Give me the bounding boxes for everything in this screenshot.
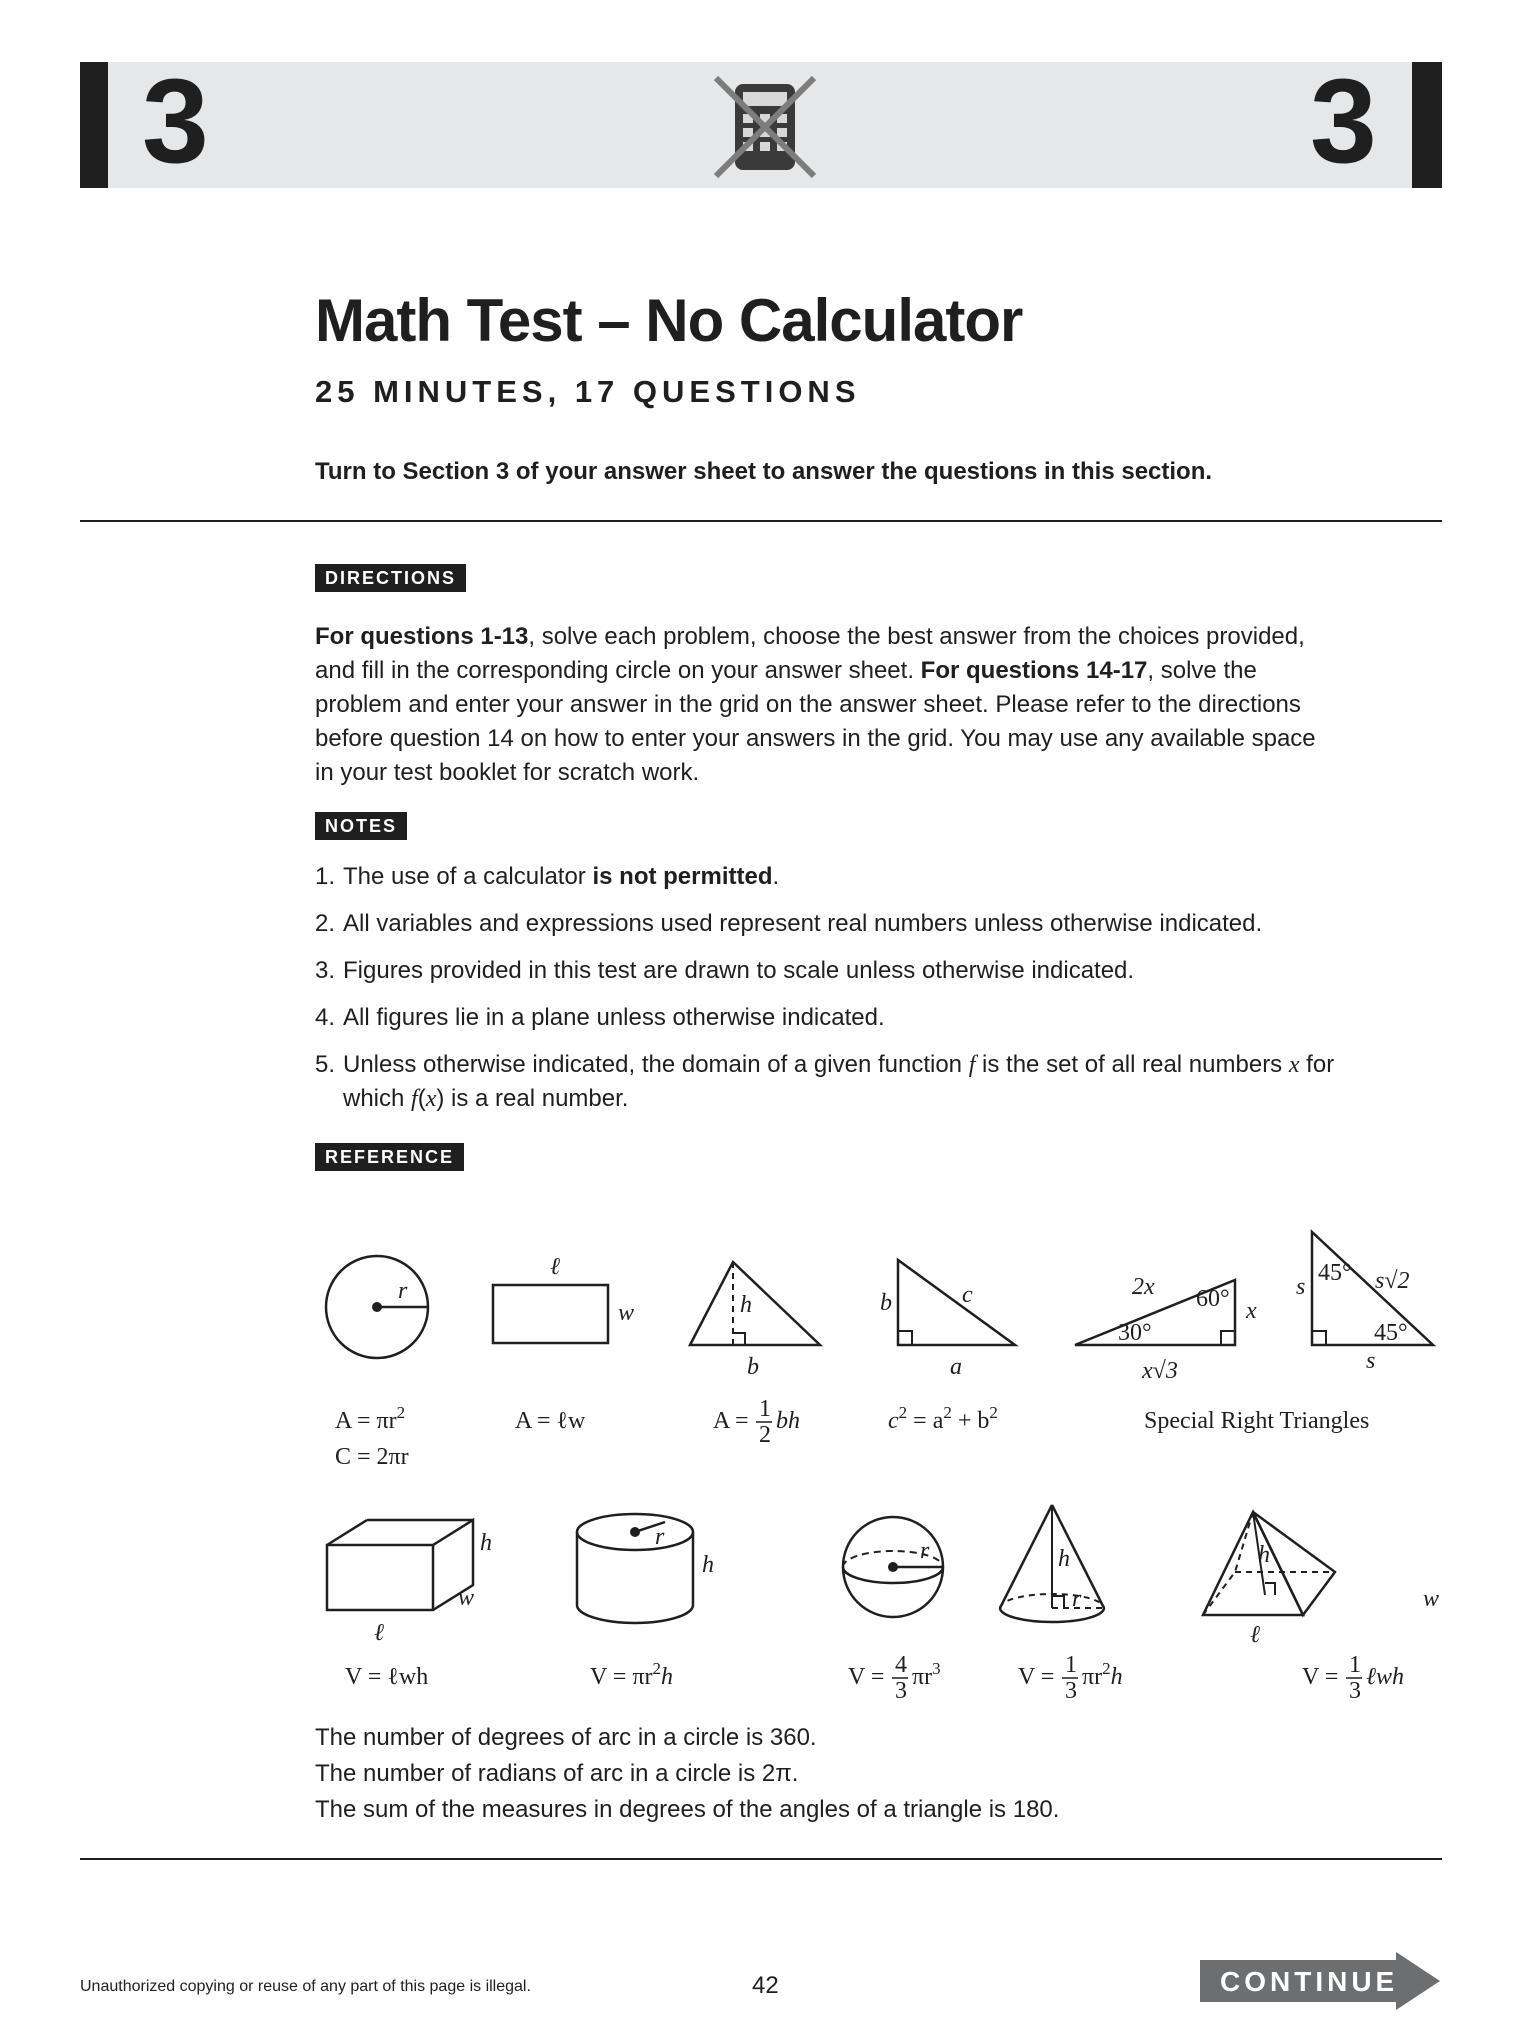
note-item xyxy=(315,954,1395,988)
rectangle-area-formula: A = ℓw xyxy=(515,1408,586,1434)
triangle-area-prefix: A = xyxy=(713,1408,749,1434)
special-45-left-leg-label: s xyxy=(1296,1274,1306,1300)
fact-line: The sum of the measures in degrees of the angles of a triangle is 180. xyxy=(315,1796,1060,1823)
note-number: 2. xyxy=(315,910,336,937)
banner-left-bar xyxy=(80,62,108,188)
note-item xyxy=(315,1048,1395,1116)
note-text: All variables and expressions used represent real numbers unless otherwise indicated. xyxy=(343,910,1263,937)
note-text: Unless otherwise indicated, the domain of a given function xyxy=(343,1051,969,1078)
special-45-top-angle-label: 45° xyxy=(1318,1260,1352,1286)
note-item xyxy=(315,1001,1395,1035)
right-triangle-hypotenuse-label: c xyxy=(962,1282,973,1308)
cone-volume-prefix: V = xyxy=(1018,1664,1055,1690)
special-45-bottom-angle-label: 45° xyxy=(1374,1320,1408,1346)
special-30-angle-30-label: 30° xyxy=(1118,1320,1152,1346)
box-height-label: h xyxy=(480,1530,492,1556)
special-45-bottom-leg-label: s xyxy=(1366,1348,1376,1374)
sphere-fraction-denominator: 3 xyxy=(895,1678,907,1704)
circle-area-text: A = πr xyxy=(335,1408,397,1434)
pythagorean-exponent: 2 xyxy=(898,1403,908,1422)
reference-figures xyxy=(310,1210,1450,1710)
banner-right-bar xyxy=(1412,62,1442,188)
triangle-height-label: h xyxy=(740,1292,752,1318)
special-30-long-leg-label: x√3 xyxy=(1142,1358,1178,1384)
reference-facts xyxy=(315,1720,1059,1828)
box-length-label: ℓ xyxy=(374,1620,384,1646)
section-number-left: 3 xyxy=(142,54,207,188)
special-30-hypotenuse-label: 2x xyxy=(1132,1274,1155,1300)
note-text: The use of a calculator xyxy=(343,863,593,890)
sphere-volume-exponent: 3 xyxy=(932,1659,941,1678)
pythagorean-c: c xyxy=(888,1408,899,1434)
rectangle-width-label: w xyxy=(618,1300,635,1326)
note-number: 3. xyxy=(315,957,336,984)
directions-label: DIRECTIONS xyxy=(315,564,466,592)
pythagorean-b: + b xyxy=(951,1408,990,1434)
note-var-f: f xyxy=(411,1086,418,1112)
right-triangle-leg-a-label: a xyxy=(950,1354,962,1380)
directions-bold-2: For questions 14-17 xyxy=(920,657,1148,684)
note-item xyxy=(315,860,1395,894)
sphere-volume-prefix: V = xyxy=(848,1664,885,1690)
directions-bold-1: For questions 1-13 xyxy=(315,623,529,650)
continue-arrow xyxy=(1200,1952,1440,2010)
pyramid-fraction-numerator: 1 xyxy=(1349,1652,1361,1678)
instruction-text: Turn to Section 3 of your answer sheet to answer the questions in this section. xyxy=(315,458,1213,485)
pyramid-width-label: w xyxy=(1423,1586,1440,1612)
note-text: is the set of all real numbers xyxy=(975,1051,1289,1078)
divider-bottom xyxy=(80,1858,1442,1860)
pyramid-length-label: ℓ xyxy=(1250,1622,1260,1648)
pyramid-height-label: h xyxy=(1258,1542,1270,1568)
directions-text xyxy=(315,620,1335,790)
circle-area-formula xyxy=(335,1403,405,1434)
sphere-volume-suffix xyxy=(912,1659,941,1690)
page-number: 42 xyxy=(752,1972,779,1999)
note-text-end: . xyxy=(772,863,780,890)
note-number: 5. xyxy=(315,1051,336,1078)
cylinder-volume-text: V = πr xyxy=(590,1664,653,1690)
page-title: Math Test – No Calculator xyxy=(315,287,1023,354)
pythagorean-formula xyxy=(888,1403,998,1434)
continue-label: CONTINUE xyxy=(1220,1966,1399,1997)
note-number: 1. xyxy=(315,863,336,890)
special-right-triangles-caption: Special Right Triangles xyxy=(1144,1408,1370,1434)
cone-radius-label: r xyxy=(1072,1586,1082,1612)
cylinder-radius-label: r xyxy=(655,1524,665,1550)
pythagorean-exponent: 2 xyxy=(989,1403,998,1422)
copyright-notice: Unauthorized copying or reuse of any part of this page is illegal. xyxy=(80,1978,531,1995)
cone-fraction-denominator: 3 xyxy=(1065,1678,1077,1704)
directions-text-1: , solve each problem, choose the best answer from the choices provided, and fill in the corresponding circle on your answer sheet. xyxy=(315,623,1305,684)
circle-circumference-formula: C = 2πr xyxy=(335,1444,409,1470)
pyramid-fraction-denominator: 3 xyxy=(1349,1678,1361,1704)
fact-line: The number of degrees of arc in a circle is 360. xyxy=(315,1724,817,1751)
note-text: ) is a real number. xyxy=(436,1085,629,1112)
fact-line: The number of radians of arc in a circle is 2π. xyxy=(315,1760,799,1787)
notes-list xyxy=(315,860,1395,1129)
note-var-x: x xyxy=(1288,1052,1300,1078)
note-text: Figures provided in this test are drawn to scale unless otherwise indicated. xyxy=(343,957,1135,984)
cone-height-label: h xyxy=(1058,1546,1070,1572)
cylinder-height-label: h xyxy=(702,1552,714,1578)
triangle-area-suffix: bh xyxy=(776,1408,800,1434)
cone-volume-text: πr xyxy=(1082,1664,1103,1690)
pythagorean-a: = a xyxy=(907,1408,944,1434)
note-number: 4. xyxy=(315,1004,336,1031)
cone-volume-exponent: 2 xyxy=(1102,1659,1111,1678)
directions-text-2: , solve the problem and enter your answer in the grid on the answer sheet. Please refer to the directions before question 14 on how to enter your answers in the grid. You may use any available space in your test booklet for scratch work. xyxy=(315,657,1316,786)
reference-label: REFERENCE xyxy=(315,1143,464,1171)
notes-label: NOTES xyxy=(315,812,407,840)
sphere-volume-text: πr xyxy=(912,1664,933,1690)
note-text: ( xyxy=(417,1085,426,1112)
box-volume-formula: V = ℓwh xyxy=(345,1664,429,1690)
right-triangle-leg-b-label: b xyxy=(880,1290,892,1316)
circle-area-exponent: 2 xyxy=(396,1403,406,1422)
pyramid-volume-suffix: ℓwh xyxy=(1366,1664,1405,1690)
special-45-hypotenuse-label: s√2 xyxy=(1375,1268,1410,1294)
note-bold: is not permitted xyxy=(592,863,773,890)
sphere-fraction-numerator: 4 xyxy=(895,1652,907,1678)
special-30-angle-60-label: 60° xyxy=(1196,1286,1230,1312)
sphere-radius-label: r xyxy=(920,1538,930,1564)
section-number-right: 3 xyxy=(1310,54,1375,188)
triangle-fraction-denominator: 2 xyxy=(759,1422,771,1448)
cylinder-volume-h: h xyxy=(661,1664,674,1690)
note-text: All figures lie in a plane unless otherwise indicated. xyxy=(343,1004,885,1031)
cone-fraction-numerator: 1 xyxy=(1065,1652,1077,1678)
cone-volume-h: h xyxy=(1110,1664,1123,1690)
cylinder-volume-formula xyxy=(590,1659,673,1690)
triangle-fraction-numerator: 1 xyxy=(759,1396,771,1422)
note-text: for which xyxy=(343,1051,1335,1112)
note-var-f: f xyxy=(968,1052,976,1078)
note-var-x: x xyxy=(425,1086,437,1112)
page-subtitle: 25 MINUTES, 17 QUESTIONS xyxy=(315,374,861,409)
pyramid-volume-prefix: V = xyxy=(1302,1664,1339,1690)
rectangle-length-label: ℓ xyxy=(550,1254,560,1280)
note-item xyxy=(315,907,1395,941)
pythagorean-exponent: 2 xyxy=(943,1403,952,1422)
divider-top xyxy=(80,520,1442,522)
triangle-base-label: b xyxy=(747,1354,759,1380)
cone-volume-suffix xyxy=(1082,1659,1123,1690)
cylinder-volume-exponent: 2 xyxy=(652,1659,662,1678)
circle-radius-label: r xyxy=(398,1278,408,1304)
no-calculator-icon xyxy=(710,72,820,182)
special-30-short-leg-label: x xyxy=(1246,1298,1257,1324)
box-width-label: w xyxy=(458,1585,475,1611)
